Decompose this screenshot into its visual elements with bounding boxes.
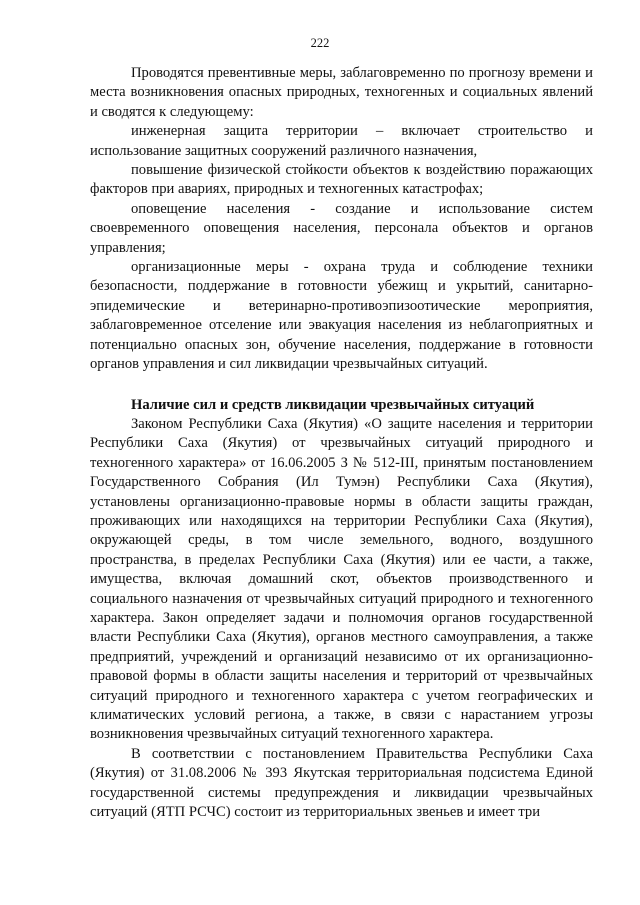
paragraph-law: Законом Республики Саха (Якутия) «О защите населения и территории Республики Саха (Якутия) от чрезвычайных ситуаций природного и техногенного характера» от 16.06.2005 З № 512-III, принятым постановлением Государственного Собрания (Ил Тумэн) Республики Саха (Якутия), установлены организационно-правовые нормы в области защиты граждан, проживающих или находящихся на территории Республики Саха (Якутия), окружающей среды, в том числе земельного, водного, воздушного пространства, в пределах Республики Саха (Якутия) или ее части, а также, имущества, включая домашний скот, объектов производственного и социального назначения от чрезвычайных ситуаций природного и техногенного характера. Закон определяет задачи и полномочия органов государственной власти Республики Саха (Якутия), органов местного самоуправления, а также предприятий, учреждений и организаций независимо от их организационно-правовой формы в области защиты населения и территорий от чрезвычайных ситуаций природного и техногенного характера с учетом географических и климатических условий региона, а также, в связи с нарастанием угрозы возникновения чрезвычайных ситуаций техногенного характера.: [90, 415, 593, 743]
paragraph-engineering-protection: инженерная защита территории – включает строительство и использование защитных сооружений различного назначения,: [90, 123, 593, 159]
paragraph-warning: оповещение населения - создание и использование систем своевременного оповещения населения, персонала объектов и органов управления;: [90, 200, 593, 256]
section-heading: Наличие сил и средств ликвидации чрезвычайных ситуаций: [131, 396, 535, 413]
paragraph-stability: повышение физической стойкости объектов к воздействию поражающих факторов при авариях, природных и техногенных катастрофах;: [90, 162, 593, 198]
paragraph-intro: Проводятся превентивные меры, заблаговременно по прогнозу времени и места возникновения опасных природных, техногенных и социальных явлений и сводятся к следующему:: [90, 65, 593, 120]
body-text: [90, 64, 593, 822]
paragraph-resolution: В соответствии с постановлением Правительства Республики Саха (Якутия) от 31.08.2006 № 393 Якутская территориальная подсистема Единой государственной системы предупреждения и ликвидации чрезвычайных ситуаций (ЯТП РСЧС) состоит из территориальных звеньев и имеет три: [90, 745, 593, 821]
page-number: 222: [310, 36, 330, 50]
paragraph-organizational: организационные меры - охрана труда и соблюдение техники безопасности, поддержание в готовности убежищ и укрытий, санитарно-эпидемические и ветеринарно-противоэпизоотические мероприятия, заблаговременное отселение или эвакуация населения из неблагоприятных и потенциально опасных зон, обучение населения, поддержание в готовности органов управления и сил ликвидации чрезвычайных ситуаций.: [90, 259, 593, 373]
